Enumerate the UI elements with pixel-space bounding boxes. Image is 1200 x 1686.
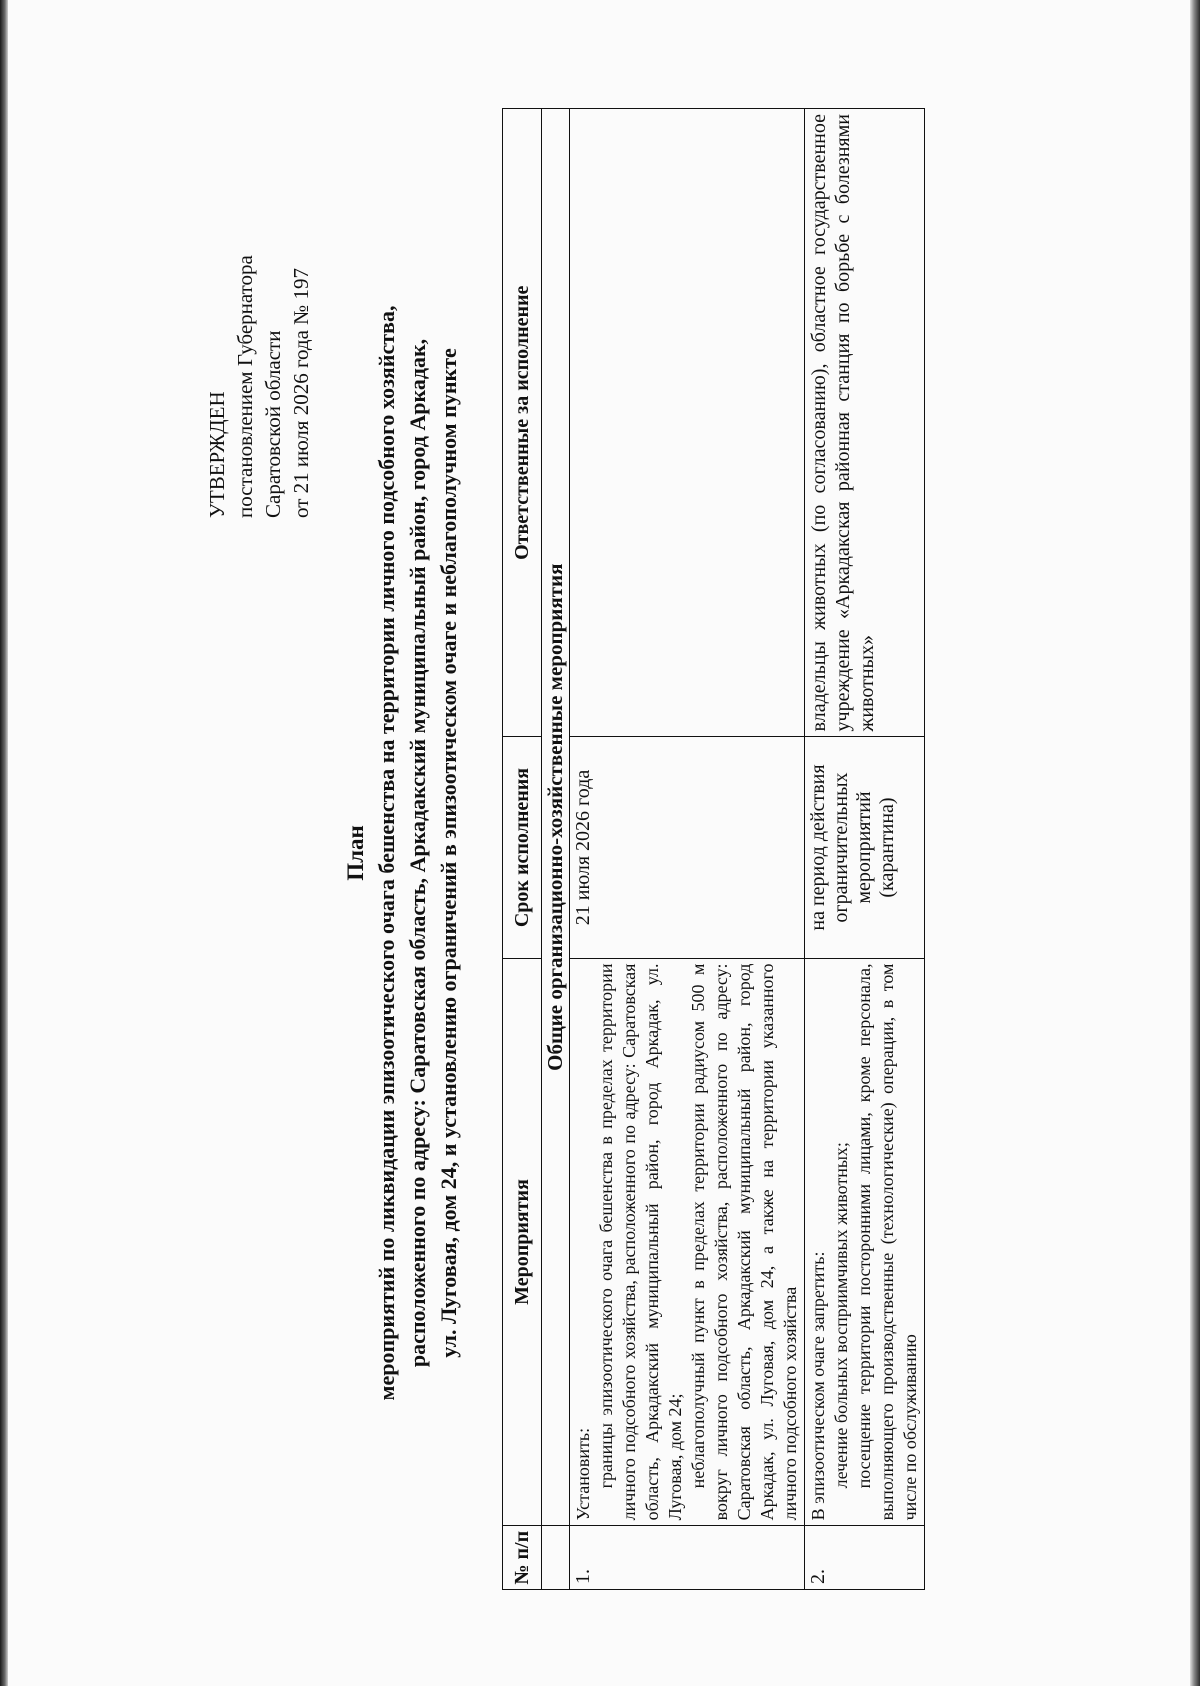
scan-edge-left [0, 0, 8, 1686]
title-line-2: расположенного по адресу: Саратовская область, Аркадакский муниципальный район, город Аркадак, [405, 338, 430, 1368]
activity-item: посещение территории посторонними лицами, кроме персонала, выполняющего производственные (технологические) операции, в том числе по обслуживанию [854, 963, 920, 1521]
plan-table [502, 108, 925, 1590]
header-deadline: Срок исполнения [503, 737, 542, 958]
title-line-1: мероприятий по ликвидации эпизоотического очага бешенства на территории личного подсобного хозяйства, [374, 305, 399, 1401]
table-row [570, 109, 805, 1590]
table-header-row [503, 109, 542, 1590]
activity-item: границы эпизоотического очага бешенства в пределах территории личного подсобного хозяйства, расположенного по адресу: Саратовская область, Аркадакский муниципальный район, город Аркадак, ул. Луговая, дом 24; [596, 963, 685, 1521]
title-heading: План [343, 825, 368, 881]
row-activity [805, 958, 925, 1526]
approval-stamp [203, 118, 315, 518]
header-responsible: Ответственные за исполнение [503, 109, 542, 737]
section-row [542, 109, 570, 1590]
activity-item: лечение больных восприимчивых животных; [831, 1142, 851, 1489]
section-title: Общие организационно-хозяйственные мероприятия [542, 109, 570, 1526]
header-activities: Мероприятия [503, 958, 542, 1526]
row-responsible: владельцы животных (по согласованию), областное государственное учреждение «Аркадакская районная станция по борьбе с болезнями животных» [805, 109, 925, 737]
scan-edge-right [1190, 0, 1200, 1686]
approval-label: УТВЕРЖДЕН [205, 391, 229, 518]
row-number: 2. [805, 1526, 925, 1590]
document-title [340, 68, 464, 1638]
header-num: № п/п [503, 1526, 542, 1590]
row-deadline: 21 июля 2026 года [570, 737, 805, 958]
rotated-page [20, 48, 1160, 1658]
row-number: 1. [570, 1526, 805, 1590]
activity-intro: В эпизоотическом очаге запретить: [808, 1251, 828, 1521]
activity-item: неблагополучный пункт в пределах территории радиусом 500 м вокруг личного подсобного хозяйства, расположенного по адресу: Саратовская область, Аркадакский муниципальный район, город Аркадак, ул. Луговая, дом 24, а также на территории указанного личного подсобного хозяйства [688, 963, 800, 1521]
title-line-3: ул. Луговая, дом 24, и установлению ограничений в эпизоотическом очаге и неблагополучном пункте [436, 348, 461, 1358]
row-responsible [570, 109, 805, 737]
row-activity [570, 958, 805, 1526]
table-row [805, 109, 925, 1590]
activity-intro: Установить: [573, 1427, 593, 1521]
approval-date: от 21 июля 2026 года № 197 [289, 268, 313, 518]
row-deadline: на период действия ограничительных мероприятий (карантина) [805, 737, 925, 958]
approval-decree: постановлением Губернатора [233, 255, 257, 518]
approval-region: Саратовской области [261, 330, 285, 518]
